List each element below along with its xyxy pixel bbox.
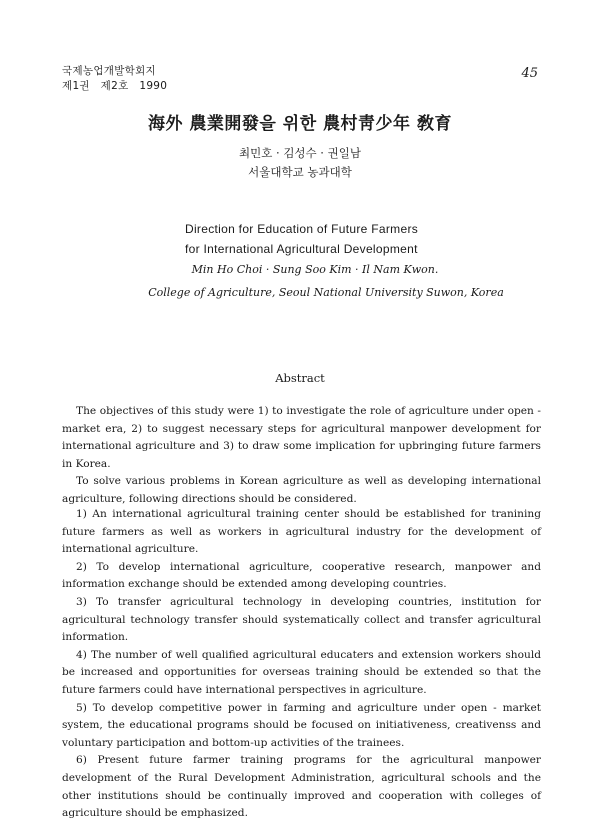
abstract-recommendations [62, 506, 541, 823]
recommendation-item: 6) Present future farmer training programs for the agricultural manpower development of the Rural Development Administration, agricultural schools and the other institutions should be continually improved and cooperation with colleges of agriculture should be emphasized. [62, 754, 541, 820]
journal-volume-issue: 제1권 제2호 1990 [62, 80, 168, 92]
english-title [185, 219, 418, 259]
recommendation-item: 4) The number of well qualified agricultural educaters and extension workers should be increased and opportunities for overseas training should be extended so that the future farmers could have international perspectives in agriculture. [62, 648, 541, 696]
journal-info [62, 64, 167, 94]
recommendation-item: 3) To transfer agricultural technology in developing countries, institution for agricultural technology transfer should systematically collect and transfer agricultural information. [62, 595, 541, 644]
abstract-paragraph: To solve various problems in Korean agriculture as well as developing international agriculture, following directions should be considered. [62, 475, 541, 505]
journal-name: 국제농업개발학회지 [62, 65, 156, 77]
korean-affiliation: 서울대학교 농과대학 [248, 165, 352, 179]
page-number: 45 [521, 66, 538, 81]
english-title-line-2: for International Agricultural Development [185, 242, 418, 256]
korean-authors: 최민호 · 김성수 · 권일남 [239, 146, 361, 160]
abstract-heading: Abstract [275, 371, 325, 385]
korean-title: 海外 農業開發을 위한 農村靑少年 敎育 [148, 114, 452, 134]
abstract-intro [62, 403, 541, 509]
english-title-line-1: Direction for Education of Future Farmers [185, 222, 419, 236]
recommendation-item: 2) To develop international agriculture, cooperative research, manpower and information exchange should be extended among developing countries. [62, 560, 541, 591]
recommendation-item: 1) An international agricultural training center should be established for tranining future farmers as well as workers in agricultural industry for the development of international agriculture. [62, 508, 541, 556]
english-affiliation: College of Agriculture, Seoul National University Suwon, Korea [148, 286, 504, 299]
english-authors: Min Ho Choi · Sung Soo Kim · Il Nam Kwon. [191, 263, 439, 276]
abstract-paragraph: The objectives of this study were 1) to investigate the role of agriculture under open - market era, 2) to suggest necessary steps for agricultural manpower development for international agriculture and 3) to draw some implication for upbringing future farmers in Korea. [62, 405, 541, 470]
recommendation-item: 5) To develop competitive power in farming and agriculture under open - market system, the educational programs should be focused on initiativeness, creativenss and voluntary participation and bottom-up activities of the trainees. [62, 701, 541, 749]
